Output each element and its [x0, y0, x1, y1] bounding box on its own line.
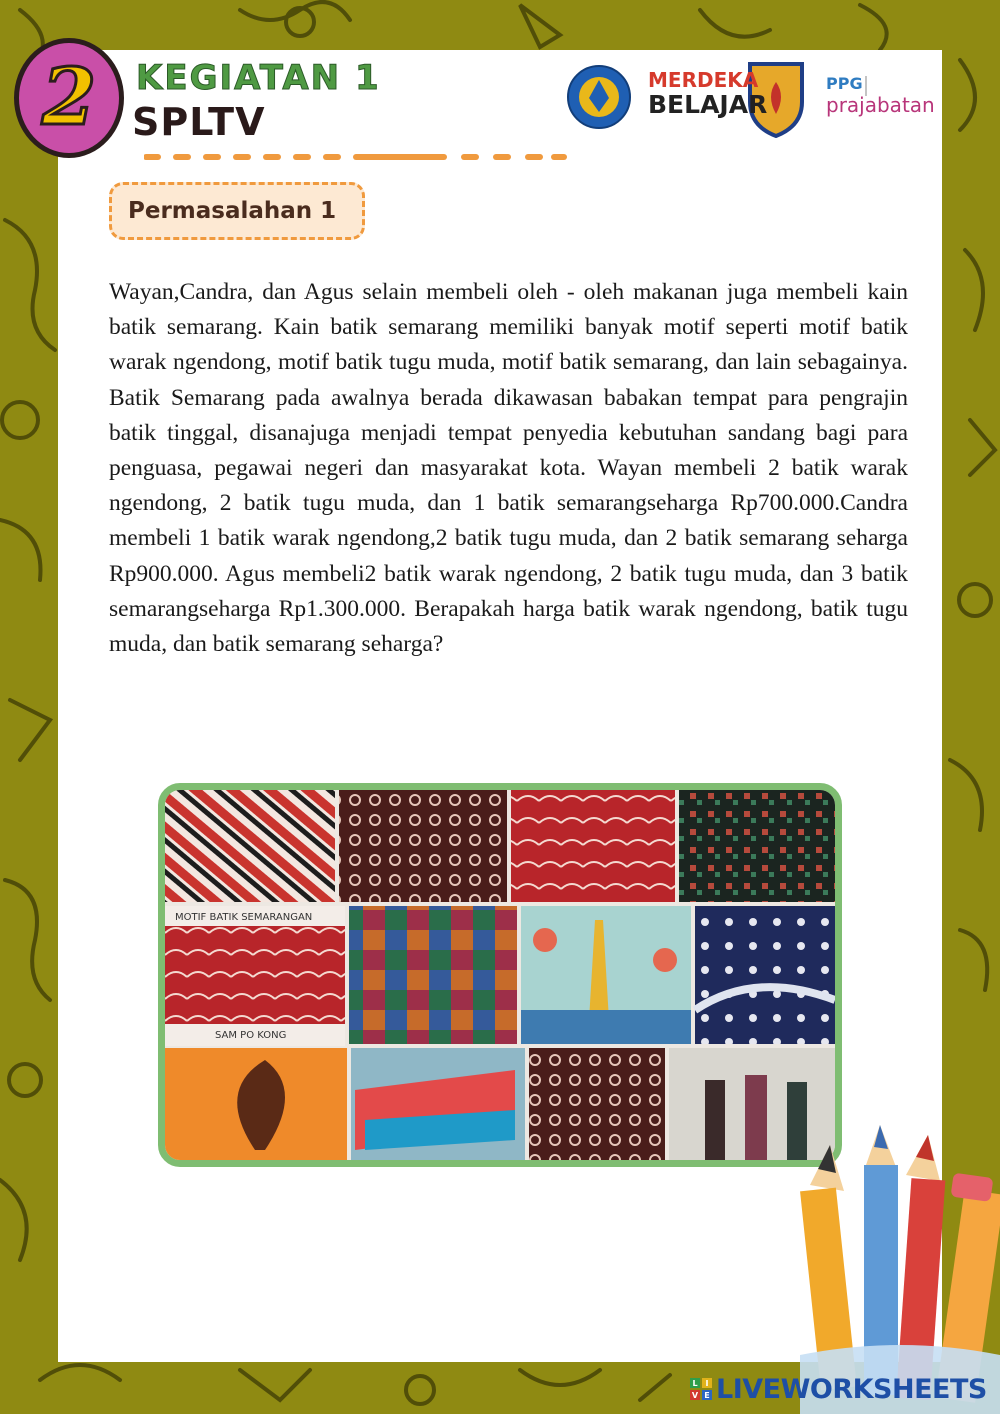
- topic-title: SPLTV: [132, 100, 266, 144]
- merdeka-text: MERDEKA: [648, 68, 759, 92]
- liveworksheets-logo: [690, 1372, 987, 1406]
- pencils-decoration: [800, 1125, 1000, 1414]
- collage-caption-bottom: SAM PO KONG: [215, 1030, 287, 1041]
- problem-text: Wayan,Candra, dan Agus selain membeli oleh - oleh makanan juga membeli kain batik semarang. Kain batik semarang memiliki banyak motif seperti motif batik warak ngendong, motif batik tugu muda, motif batik semarang, dan lain sebagainya. Batik Semarang pada awalnya berada dikawasan babakan tempat para pengrajin batik tinggal, disanajuga menjadi tempat penyedia kebutuhan sandang bagi para penguasa, pegawai negeri dan masyarakat kota. Wayan membeli 2 batik warak ngendong, 2 batik tugu muda, dan 1 batik semarangseharga Rp700.000.Candra membeli 1 batik warak ngendong,2 batik tugu muda, dan 2 batik semarang seharga Rp900.000. Agus membeli2 batik warak ngendong, 2 batik tugu muda, dan 3 batik semarangseharga Rp1.300.000. Berapakah harga batik warak ngendong, batik tugu muda, dan batik semarang seharga?: [109, 279, 908, 658]
- batik-collage-image: [165, 790, 835, 1160]
- problem-tag: Permasalahan 1: [109, 182, 365, 240]
- belajar-text: BELAJAR: [648, 90, 768, 119]
- kemdikbud-logo-icon: [568, 66, 630, 128]
- grid-letter-v: V: [691, 1390, 699, 1400]
- liveworksheets-brand: LIVEWORKSHEETS: [716, 1373, 987, 1405]
- activity-label: KEGIATAN 1: [136, 58, 381, 98]
- ppg-text: PPG: [826, 74, 863, 93]
- dashed-divider: [144, 152, 569, 162]
- grid-letter-e: E: [702, 1390, 712, 1400]
- merdeka-belajar-logo: [648, 70, 767, 117]
- ppg-prajabatan-logo: [826, 76, 935, 115]
- collage-caption-top: MOTIF BATIK SEMARANGAN: [175, 912, 313, 923]
- prajabatan-text: prajabatan: [826, 93, 935, 117]
- grid-letter-l: L: [690, 1378, 700, 1388]
- activity-number: 2: [41, 52, 97, 143]
- batik-collage: [158, 783, 842, 1167]
- activity-number-badge: [14, 38, 124, 158]
- liveworksheets-grid-icon: [690, 1378, 712, 1400]
- grid-letter-i: I: [702, 1378, 712, 1388]
